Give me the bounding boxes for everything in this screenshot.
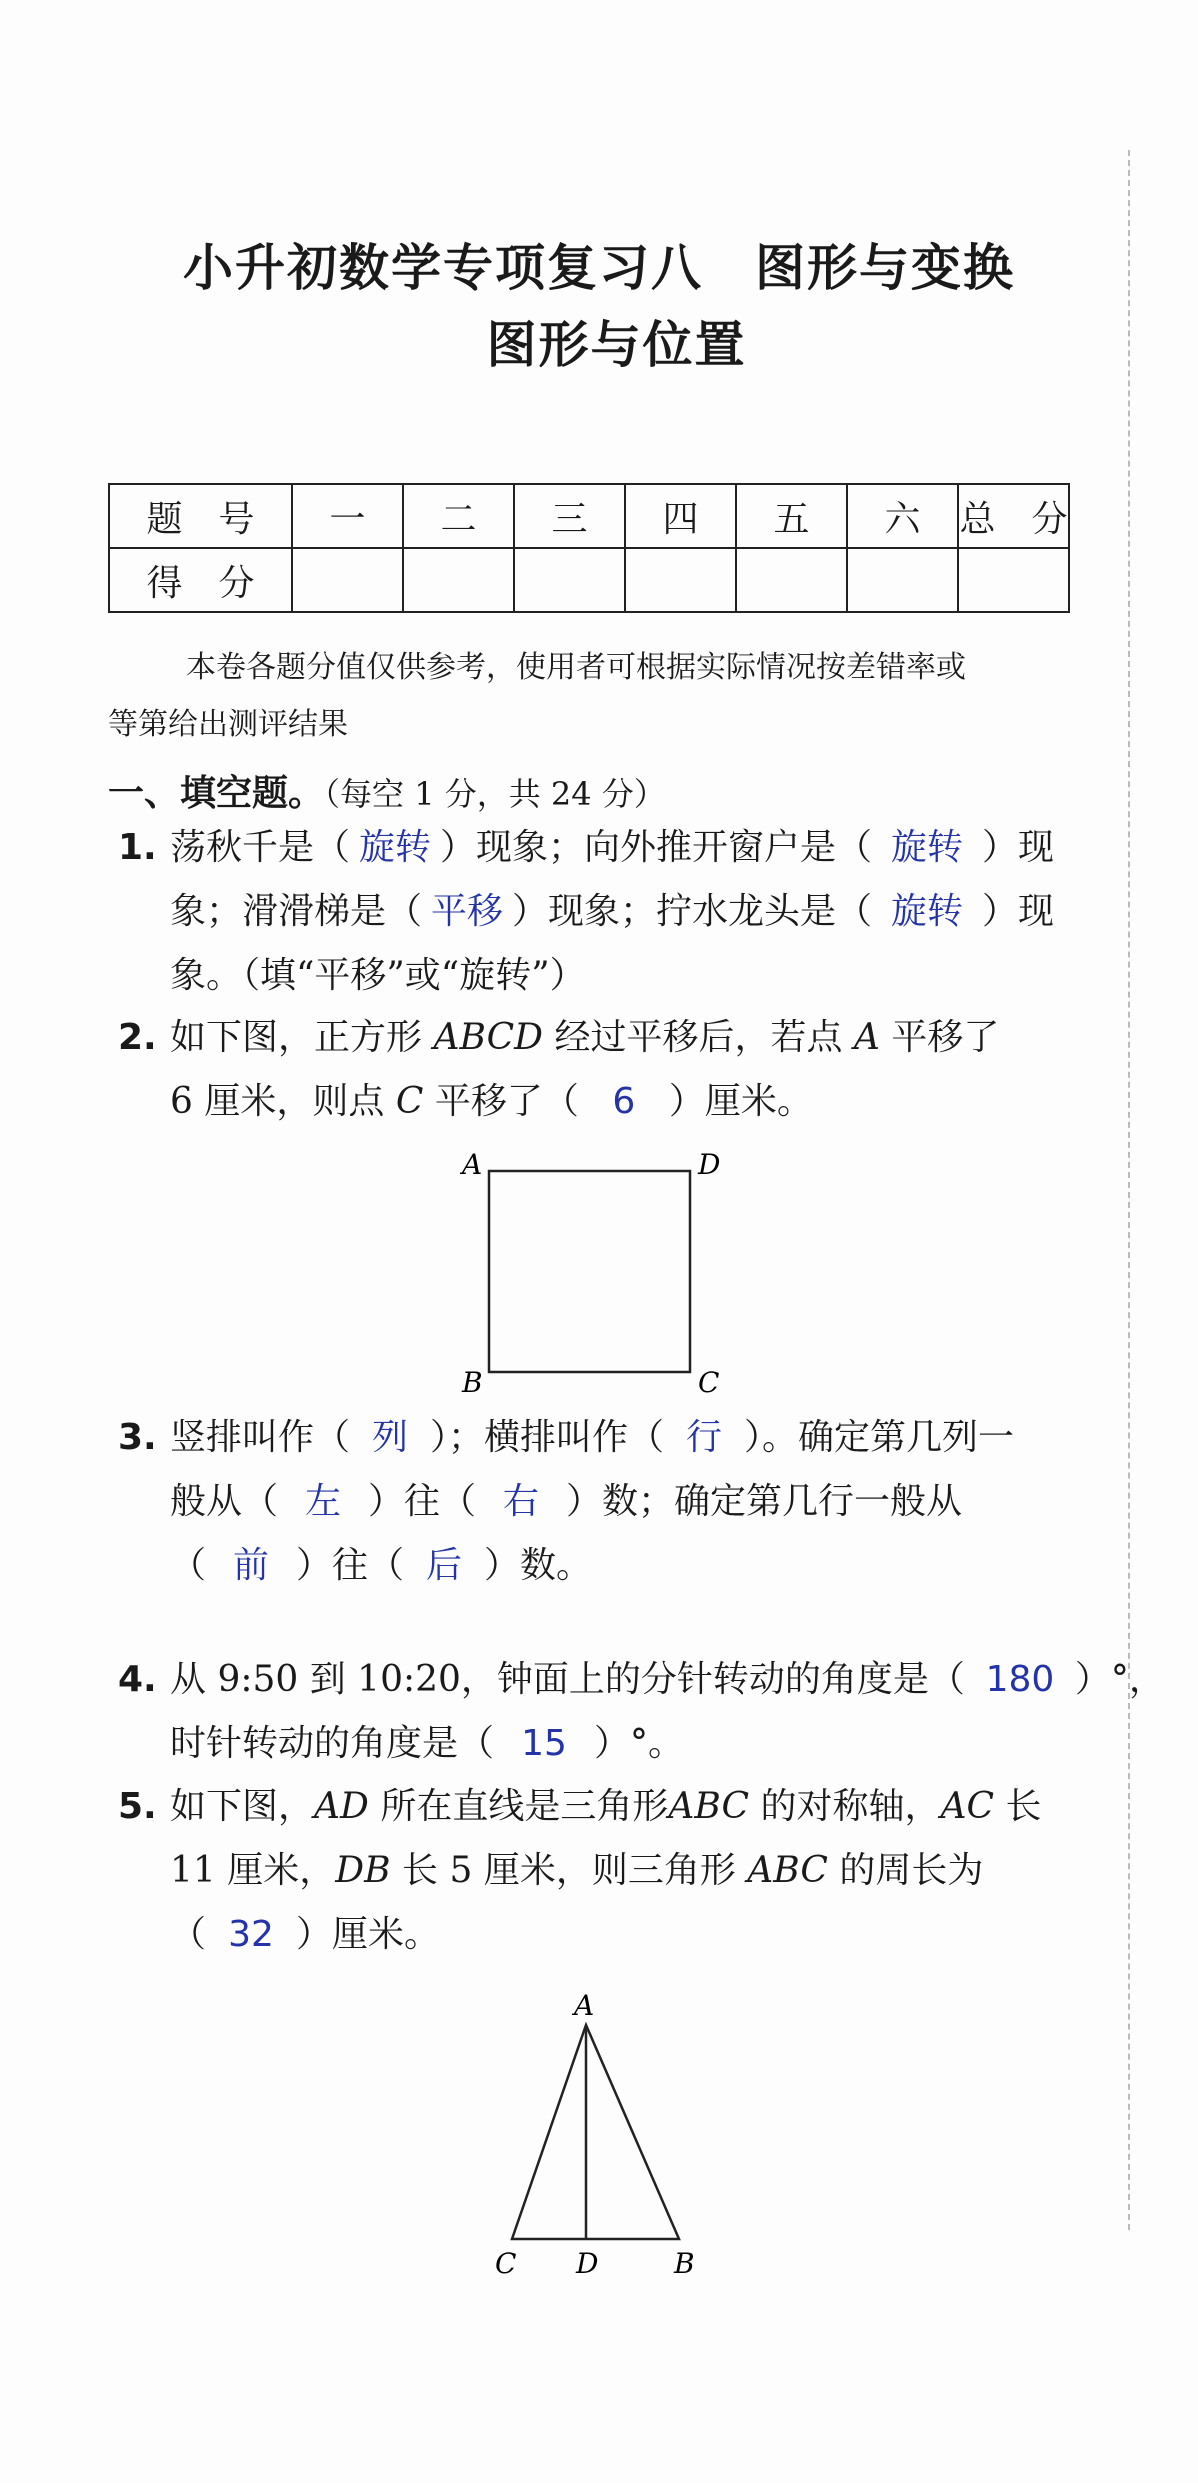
question-line <box>118 1775 1078 1839</box>
grading-note-line2: 等第给出测评结果 <box>108 707 348 742</box>
question-line <box>118 880 1078 944</box>
vertex-label-c: C <box>698 1366 720 1399</box>
score-header-cell: 六 <box>847 484 958 548</box>
question-text: 荡秋千是（ <box>170 827 351 868</box>
question-number: 3. <box>118 1417 157 1458</box>
question-text: 的周长为 <box>839 1850 984 1891</box>
page-title: 小升初数学专项复习八 图形与变换 <box>183 238 1015 297</box>
triangle-abc-diagram <box>460 1975 730 2280</box>
score-header-cell: 五 <box>736 484 847 548</box>
score-cell[interactable] <box>625 548 736 612</box>
binding-dashed-line <box>1128 150 1130 2230</box>
question-5 <box>118 1775 1078 1967</box>
answer-blank[interactable]: 平移 <box>431 891 504 932</box>
math-variable: ABC <box>668 1786 750 1827</box>
question-line <box>118 1534 1078 1598</box>
question-number: 2. <box>118 1017 157 1058</box>
question-text: ）现 <box>982 827 1055 868</box>
question-text: 11 厘米， <box>170 1850 336 1891</box>
answer-blank[interactable]: 行 <box>686 1417 723 1458</box>
question-text: 象。（填“平移”或“旋转”） <box>170 955 586 996</box>
math-variable: ABC <box>747 1850 828 1891</box>
square-abcd-diagram <box>440 1140 730 1415</box>
score-cell[interactable] <box>403 548 514 612</box>
answer-blank[interactable]: 旋转 <box>891 891 964 932</box>
vertex-label-b: B <box>674 2247 695 2280</box>
question-3 <box>118 1406 1078 1598</box>
question-line <box>118 1006 1078 1070</box>
question-text: 所在直线是三角形 <box>380 1786 669 1827</box>
answer-blank[interactable]: 列 <box>372 1417 409 1458</box>
answer-blank[interactable]: 15 <box>521 1723 567 1764</box>
question-text: ）。确定第几列一 <box>744 1417 1015 1458</box>
question-line <box>118 1839 1078 1903</box>
question-2 <box>118 1006 1078 1134</box>
question-text: 时针转动的角度是（ <box>170 1723 495 1764</box>
score-table <box>108 483 1070 613</box>
section-heading <box>108 765 666 816</box>
page-subtitle: 图形与位置 <box>486 315 747 374</box>
question-line <box>118 944 1078 1008</box>
answer-blank[interactable]: 右 <box>503 1481 540 1522</box>
question-text: 6 厘米，则点 <box>170 1081 385 1122</box>
section-points-note: （每空 1 分，共 24 分） <box>324 775 666 813</box>
score-header-cell: 题 号 <box>109 484 292 548</box>
question-text: ）°， <box>1074 1659 1165 1700</box>
question-text: 象；滑滑梯是（ <box>170 891 423 932</box>
question-number: 1. <box>118 827 157 868</box>
question-text: ）；横排叫作（ <box>430 1417 665 1458</box>
score-cell[interactable] <box>958 548 1069 612</box>
question-line <box>118 1070 1078 1134</box>
question-text: ）厘米。 <box>668 1081 813 1122</box>
question-text: ）数；确定第几行一般从 <box>566 1481 963 1522</box>
section-title: 一、填空题。 <box>108 773 325 814</box>
score-header-cell: 三 <box>514 484 625 548</box>
grading-note-line1: 本卷各题分值仅供参考，使用者可根据实际情况按差错率或 <box>186 650 966 685</box>
question-text: 平移了（ <box>434 1081 579 1122</box>
question-text: （ <box>170 1545 207 1586</box>
question-text: 如下图，正方形 <box>170 1017 423 1058</box>
triangle-shape <box>512 2025 679 2239</box>
question-text: ）现象；拧水龙头是（ <box>512 891 873 932</box>
vertex-label-d: D <box>698 1148 721 1181</box>
score-header-cell: 二 <box>403 484 514 548</box>
question-4 <box>118 1648 1165 1776</box>
answer-blank[interactable]: 前 <box>233 1545 270 1586</box>
math-variable: C <box>395 1081 424 1122</box>
question-text: 长 5 厘米，则三角形 <box>402 1850 736 1891</box>
question-text: 的对称轴， <box>760 1786 941 1827</box>
answer-blank[interactable]: 6 <box>612 1081 636 1122</box>
question-text: ）现 <box>982 891 1055 932</box>
question-1 <box>118 816 1078 1008</box>
math-variable: A <box>853 1017 880 1058</box>
point-label-d: D <box>576 2247 599 2280</box>
question-line <box>118 1903 1078 1967</box>
square-shape <box>489 1171 690 1372</box>
answer-blank[interactable]: 左 <box>305 1481 342 1522</box>
math-variable: AC <box>940 1786 995 1827</box>
answer-blank[interactable]: 32 <box>228 1914 274 1955</box>
answer-blank[interactable]: 旋转 <box>891 827 964 868</box>
question-line <box>118 1406 1078 1470</box>
question-line <box>118 1470 1078 1534</box>
score-header-cell: 四 <box>625 484 736 548</box>
question-text: 竖排叫作（ <box>170 1417 351 1458</box>
score-table-score-row <box>109 548 1069 612</box>
question-text: 平移了 <box>891 1017 1000 1058</box>
question-text: ）厘米。 <box>296 1914 441 1955</box>
question-text: 从 9:50 到 10:20，钟面上的分针转动的角度是（ <box>170 1659 965 1700</box>
question-text: 经过平移后，若点 <box>554 1017 843 1058</box>
question-text: ）往（ <box>368 1481 477 1522</box>
math-variable: AD <box>314 1786 369 1827</box>
score-cell[interactable] <box>292 548 403 612</box>
question-number: 5. <box>118 1786 157 1827</box>
vertex-label-a: A <box>574 1989 595 2022</box>
question-text: 如下图， <box>170 1786 315 1827</box>
answer-blank[interactable]: 旋转 <box>359 827 432 868</box>
question-text: 般从（ <box>170 1481 279 1522</box>
answer-blank[interactable]: 180 <box>985 1659 1055 1700</box>
math-variable: DB <box>335 1850 391 1891</box>
answer-blank[interactable]: 后 <box>426 1545 463 1586</box>
question-text: ）数。 <box>484 1545 593 1586</box>
question-number: 4. <box>118 1659 157 1700</box>
question-line <box>118 816 1078 880</box>
vertex-label-a: A <box>462 1148 483 1181</box>
question-text: ）°。 <box>594 1723 685 1764</box>
score-header-cell: 总 分 <box>958 484 1069 548</box>
math-variable: ABCD <box>433 1017 543 1058</box>
vertex-label-c: C <box>495 2247 517 2280</box>
score-row-label: 得 分 <box>109 548 292 612</box>
question-text: （ <box>170 1914 207 1955</box>
score-table-header-row <box>109 484 1069 548</box>
question-text: ）往（ <box>296 1545 405 1586</box>
score-cell[interactable] <box>736 548 847 612</box>
vertex-label-b: B <box>462 1366 483 1399</box>
question-line <box>118 1712 1078 1776</box>
score-cell[interactable] <box>514 548 625 612</box>
question-line <box>118 1648 1165 1712</box>
question-text: 长 <box>1005 1786 1042 1827</box>
question-text: ）现象；向外推开窗户是（ <box>440 827 873 868</box>
score-header-cell: 一 <box>292 484 403 548</box>
score-cell[interactable] <box>847 548 958 612</box>
